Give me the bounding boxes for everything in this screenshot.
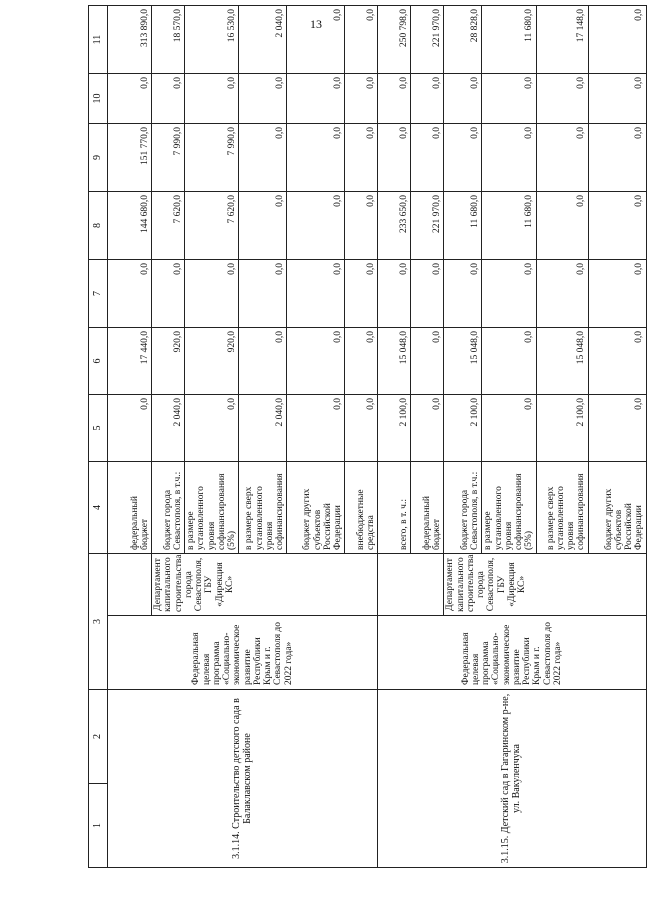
amount-cell: 0,0 — [411, 328, 444, 395]
funding-source-cell: в размере установленного уровня софинансирования (5%) — [482, 462, 536, 554]
amount-cell: 11 680,0 — [444, 192, 482, 260]
amount-cell: 0,0 — [588, 328, 646, 395]
col-num-8: 8 — [89, 192, 108, 260]
amount-cell: 0,0 — [287, 124, 345, 192]
amount-cell: 28 828,0 — [444, 6, 482, 74]
amount-cell: 0,0 — [378, 260, 411, 328]
amount-cell: 0,0 — [588, 124, 646, 192]
amount-cell: 0,0 — [345, 328, 378, 395]
amount-cell: 0,0 — [152, 74, 185, 124]
amount-cell: 7 620,0 — [185, 192, 239, 260]
amount-cell: 0,0 — [185, 74, 239, 124]
amount-cell: 0,0 — [378, 124, 411, 192]
amount-cell: 0,0 — [536, 74, 588, 124]
amount-cell: 2 100,0 — [378, 395, 411, 462]
amount-cell: 0,0 — [185, 260, 239, 328]
organization-cell: Департамент капитального строительства города Севастополя, ГБУ «Дирекция КС» — [444, 554, 646, 616]
table-row — [378, 6, 411, 868]
amount-cell: 0,0 — [536, 260, 588, 328]
amount-cell: 18 570,0 — [152, 6, 185, 74]
amount-cell: 233 650,0 — [378, 192, 411, 260]
amount-cell: 11 680,0 — [482, 192, 536, 260]
amount-cell: 221 970,0 — [411, 192, 444, 260]
amount-cell: 0,0 — [287, 328, 345, 395]
amount-cell: 920,0 — [185, 328, 239, 395]
funding-source-cell: бюджет города Севастополя, в т.ч.: — [444, 462, 482, 554]
amount-cell: 0,0 — [588, 192, 646, 260]
amount-cell: 0,0 — [345, 74, 378, 124]
amount-cell: 0,0 — [108, 74, 152, 124]
empty-organization-cell — [108, 554, 152, 616]
col-num-3: 3 — [89, 554, 108, 690]
amount-cell: 0,0 — [482, 328, 536, 395]
col-num-10: 10 — [89, 74, 108, 124]
amount-cell: 0,0 — [444, 74, 482, 124]
amount-cell: 17 440,0 — [108, 328, 152, 395]
col-num-6: 6 — [89, 328, 108, 395]
amount-cell: 2 040,0 — [239, 395, 287, 462]
col-num-7: 7 — [89, 260, 108, 328]
col-num-1: 1 — [89, 784, 108, 868]
amount-cell: 15 048,0 — [444, 328, 482, 395]
amount-cell: 2 100,0 — [444, 395, 482, 462]
page-number: 13 — [310, 17, 322, 31]
funding-source-cell: бюджет других субъектов Российской Федерации — [588, 462, 646, 554]
amount-cell: 17 148,0 — [536, 6, 588, 74]
amount-cell: 0,0 — [536, 192, 588, 260]
funding-source-cell: бюджет других субъектов Российской Федерации — [287, 462, 345, 554]
amount-cell: 0,0 — [185, 395, 239, 462]
amount-cell: 2 100,0 — [536, 395, 588, 462]
amount-cell: 0,0 — [239, 260, 287, 328]
amount-cell: 0,0 — [411, 74, 444, 124]
amount-cell: 0,0 — [482, 74, 536, 124]
col-num-9: 9 — [89, 124, 108, 192]
funding-source-cell: в размере сверх установленного уровня софинансирования — [536, 462, 588, 554]
amount-cell: 0,0 — [108, 395, 152, 462]
amount-cell: 0,0 — [345, 260, 378, 328]
amount-cell: 0,0 — [444, 260, 482, 328]
funding-source-cell: всего, в т. ч.: — [378, 462, 411, 554]
amount-cell: 0,0 — [588, 260, 646, 328]
amount-cell: 313 890,0 — [108, 6, 152, 74]
amount-cell: 0,0 — [239, 192, 287, 260]
funding-source-cell: в размере установленного уровня софинансирования (5%) — [185, 462, 239, 554]
amount-cell: 7 990,0 — [185, 124, 239, 192]
amount-cell: 0,0 — [411, 124, 444, 192]
empty-organization-cell — [378, 554, 444, 616]
amount-cell: 2 040,0 — [152, 395, 185, 462]
col-num-2: 2 — [89, 690, 108, 784]
amount-cell: 0,0 — [588, 74, 646, 124]
amount-cell: 151 770,0 — [108, 124, 152, 192]
amount-cell: 0,0 — [345, 395, 378, 462]
funding-source-cell: федеральный бюджет — [411, 462, 444, 554]
amount-cell: 0,0 — [345, 192, 378, 260]
object-name-cell: 3.1.15. Детский сад в Гагаринском р-не, ул. Вакуленчука — [378, 690, 646, 868]
funding-source-cell: в размере сверх установленного уровня софинансирования — [239, 462, 287, 554]
amount-cell: 0,0 — [345, 124, 378, 192]
amount-cell: 0,0 — [287, 192, 345, 260]
funding-source-cell: внебюджетные средства — [345, 462, 378, 554]
amount-cell: 0,0 — [287, 74, 345, 124]
amount-cell: 0,0 — [287, 395, 345, 462]
col-num-5: 5 — [89, 395, 108, 462]
amount-cell: 7 990,0 — [152, 124, 185, 192]
amount-cell: 11 680,0 — [482, 6, 536, 74]
amount-cell: 0,0 — [378, 74, 411, 124]
funding-table — [88, 5, 647, 868]
amount-cell: 250 798,0 — [378, 6, 411, 74]
column-number-row — [89, 6, 108, 868]
amount-cell: 0,0 — [108, 260, 152, 328]
program-cell: Федеральная целевая программа «Социально-экономическое развитие Республики Крым и г. Севастополя до 2022 года» — [108, 616, 378, 690]
amount-cell: 0,0 — [444, 124, 482, 192]
amount-cell: 0,0 — [239, 124, 287, 192]
amount-cell: 0,0 — [152, 260, 185, 328]
amount-cell: 15 048,0 — [536, 328, 588, 395]
amount-cell: 0,0 — [411, 260, 444, 328]
object-name-cell: 3.1.14. Строительство детского сада в Балаклавском районе — [108, 690, 378, 868]
funding-source-cell: бюджет города Севастополя, в т.ч.: — [152, 462, 185, 554]
amount-cell: 7 620,0 — [152, 192, 185, 260]
amount-cell: 0,0 — [482, 260, 536, 328]
amount-cell: 0,0 — [588, 395, 646, 462]
amount-cell: 0,0 — [287, 260, 345, 328]
amount-cell: 0,0 — [411, 395, 444, 462]
table-row — [108, 6, 152, 868]
amount-cell: 0,0 — [345, 6, 378, 74]
amount-cell: 0,0 — [482, 395, 536, 462]
program-cell: Федеральная целевая программа «Социально-экономическое развитие Республики Крым и г. Севастополя до 2022 года» — [378, 616, 646, 690]
organization-cell: Департамент капитального строительства города Севастополя, ГБУ «Дирекция КС» — [152, 554, 378, 616]
amount-cell: 0,0 — [239, 74, 287, 124]
amount-cell: 0,0 — [239, 328, 287, 395]
funding-source-cell: федеральный бюджет — [108, 462, 152, 554]
col-num-11: 11 — [89, 6, 108, 74]
amount-cell: 0,0 — [588, 6, 646, 74]
amount-cell: 920,0 — [152, 328, 185, 395]
amount-cell: 221 970,0 — [411, 6, 444, 74]
amount-cell: 0,0 — [536, 124, 588, 192]
rotated-table-container — [88, 9, 645, 868]
amount-cell: 2 040,0 — [239, 6, 287, 74]
amount-cell: 144 680,0 — [108, 192, 152, 260]
amount-cell: 0,0 — [287, 6, 345, 74]
col-num-4: 4 — [89, 462, 108, 554]
amount-cell: 0,0 — [482, 124, 536, 192]
amount-cell: 16 530,0 — [185, 6, 239, 74]
amount-cell: 15 048,0 — [378, 328, 411, 395]
